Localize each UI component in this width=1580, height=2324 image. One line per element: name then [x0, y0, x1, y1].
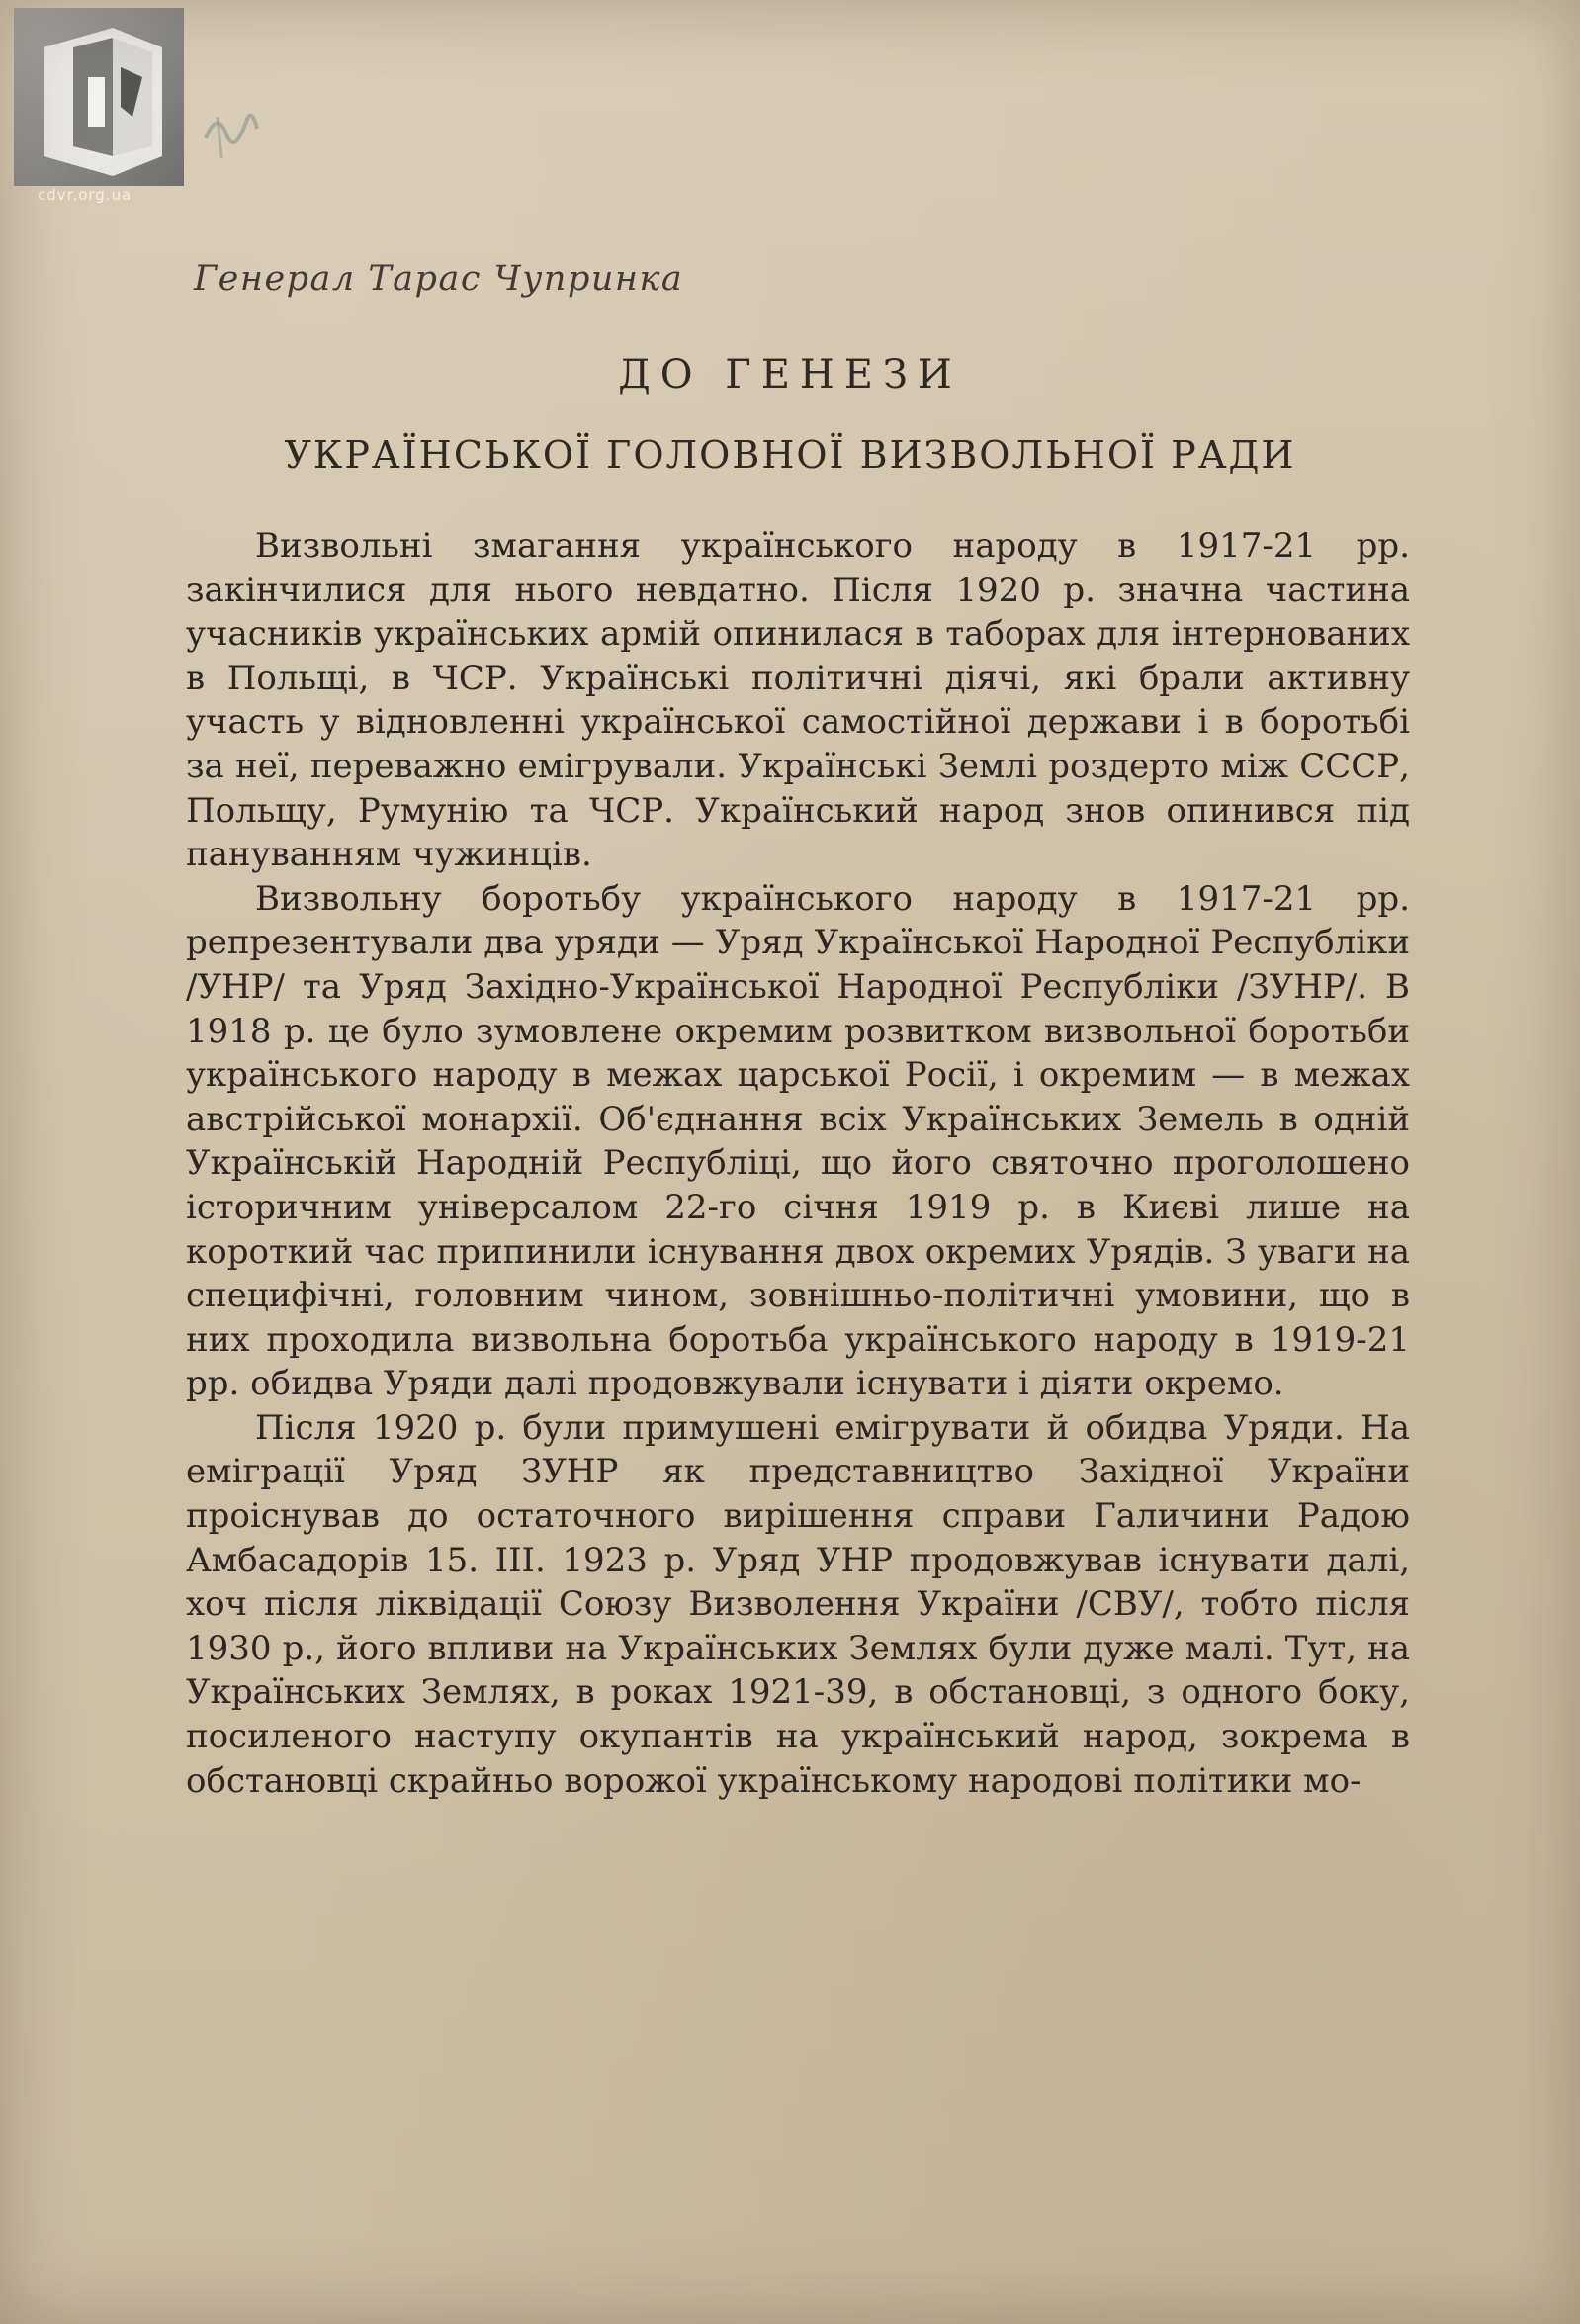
pencil-mark-icon [198, 99, 267, 168]
logo-caption: cdvr.org.ua [38, 186, 132, 204]
document-body [186, 524, 1410, 1803]
paragraph-3: Після 1920 р. були примушені емігрувати й обидва Уряди. На еміграції Уряд ЗУНР як представництво Західної України проіснував до остаточного вирішення справи Галичини Радою Амбасадорів 15. III. 1923 р. Уряд УНР продовжував існувати далі, хоч після ліквідації Союзу Визволення України /СВУ/, тобто після 1930 р., його впливи на Українських Землях були дуже малі. Тут, на Українських Землях, в роках 1921-39, в обстановці, з одного боку, посиленого наступу окупантів на український народ, зокрема в обстановці скрайньо ворожої українському народові політики мо- [186, 1407, 1410, 1801]
paragraph-1: Визвольні змагання українського народу в 1917-21 рр. закінчилися для нього невдатно. Після 1920 р. значна частина учасників українських армій опинилася в таборах для інтернованих в Польщі, в ЧСР. Українські політичні діячі, які брали активну участь у відновленні української самостійної держави і в боротьбі за неї, переважно емігрували. Українські Землі роздерто між СССР, Польщу, Румунію та ЧСР. Український народ знов опинився під пануванням чужинців. [186, 526, 1410, 875]
cdvr-logo [14, 8, 184, 206]
document-title-line-1: ДО ГЕНЕЗИ [618, 352, 962, 398]
document-title-line-2: УКРАЇНСЬКОЇ ГОЛОВНОЇ ВИЗВОЛЬНОЇ РАДИ [284, 433, 1296, 477]
paragraph-2: Визвольну боротьбу українського народу в 1917-21 рр. репрезентували два уряди — Уряд Української Народної Республіки /УНР/ та Уряд Західно-Української Народної Республіки /ЗУНР/. В 1918 р. це було зумовлене окремим розвитком визвольної боротьби українського народу в межах царської Росії, і окремим — в межах австрійської монархії. Об'єднання всіх Українських Земель в одній Українській Народній Республіці, що його святочно проголошено історичним універсалом 22-го січня 1919 р. в Києві лише на короткий час припинили існування двох окремих Урядів. З уваги на специфічні, головним чином, зовнішньо-політичні умовини, що в них проходила визвольна боротьба українського народу в 1919-21 рр. обидва Уряди далі продовжували існувати і діяти окремо. [186, 878, 1410, 1404]
author-line: Генерал Тарас Чупринка [194, 259, 684, 299]
cdvr-logo-icon [14, 8, 184, 186]
